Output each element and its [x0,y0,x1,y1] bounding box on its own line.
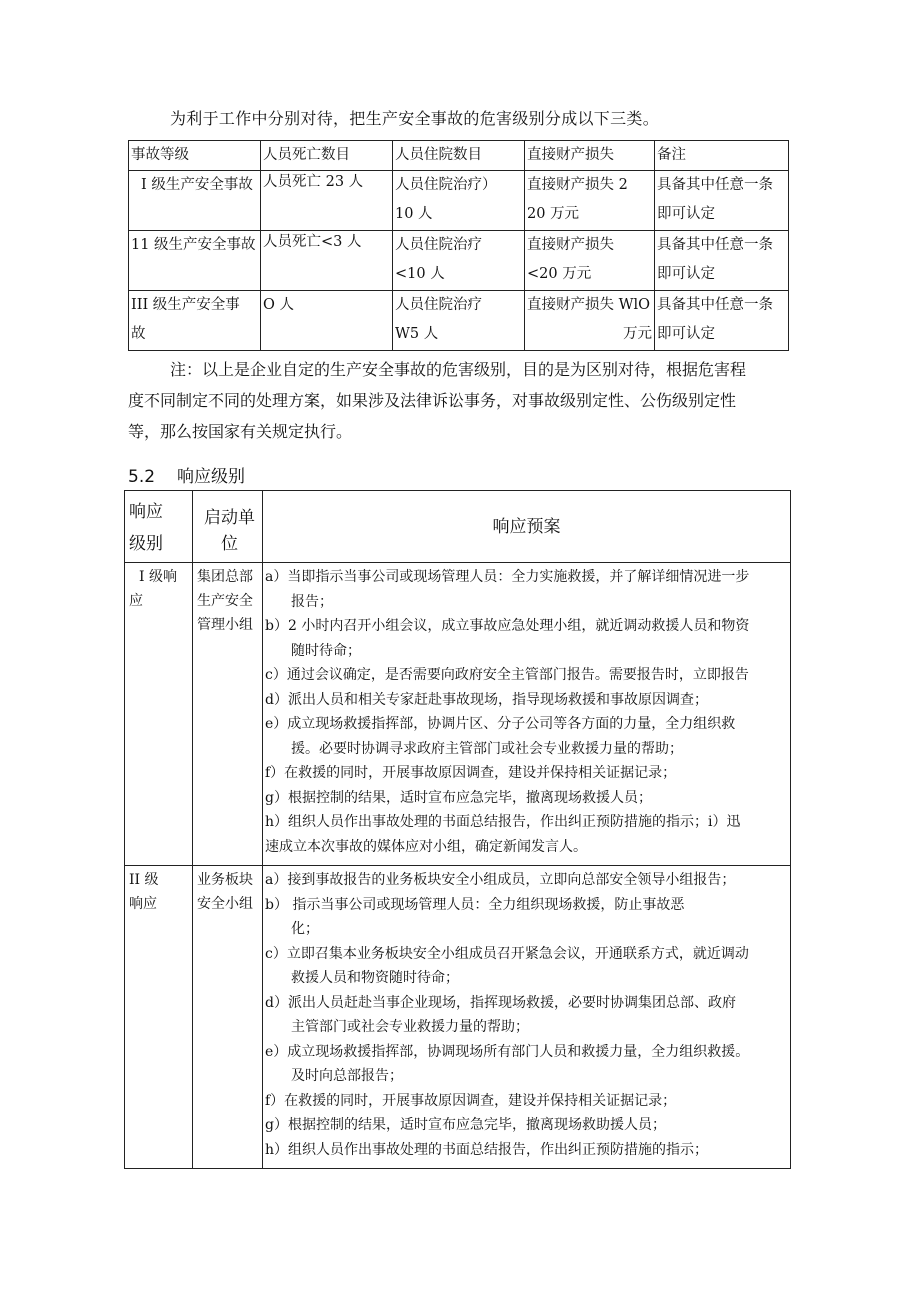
level-cell: I 级生产安全事故 [129,171,261,231]
section-title: 响应级别 [177,467,246,487]
response-level-cell: I 级响 应 [125,563,193,866]
header-loss: 直接财产损失 [525,141,655,171]
header-response-plan: 响应预案 [263,491,791,563]
note-paragraph [128,354,788,447]
header-note: 备注 [655,141,789,171]
loss-cell: 直接财产损失 <20 万元 [525,231,655,291]
hospitalized-cell: 人员住院治疗 W5 人 [393,291,525,351]
header-deaths: 人员死亡数目 [261,141,393,171]
header-hospitalized: 人员住院数目 [393,141,525,171]
note-cell: 具备其中任意一条 即可认定 [655,171,789,231]
section-number: 5.2 [128,467,156,487]
table-row [129,231,789,291]
hospitalized-cell: 人员住院治疗） 10 人 [393,171,525,231]
deaths-cell: 人员死亡<3 人 [261,231,393,291]
deaths-cell: 人员死亡 23 人 [261,171,393,231]
section-heading [128,462,245,487]
table-header-row [129,141,789,171]
note-line: 度不同制定不同的处理方案，如果涉及法律诉讼事务，对事故级别定性、公伤级别定性 [128,391,737,410]
note-cell: 具备其中任意一条 即可认定 [655,231,789,291]
response-level-cell: II 级 响应 [125,866,193,1169]
loss-cell: 直接财产损失 2 20 万元 [525,171,655,231]
response-plan-cell: a）当即指示当事公司或现场管理人员：全力实施救援，并了解详细情况进一步 报告； b）2 小时内召开小组会议，成立事故应急处理小组，就近调动救援人员和物资 随时待命； c）通过会议确定，是否需要向政府安全主管部门报告。需要报告时，立即报告 d）派出人员和相关专家赶赴事故现场，指导现场救援和事故原因调查； e）成立现场救援指挥部，协调片区、分子公司等各方面的力量，全力组织救 援。必要时协调寻求政府主管部门或社会专业救援力量的帮助； f）在救援的同时，开展事故原因调查，建设并保持相关证据记录； g）根据控制的结果，适时宣布应急完毕，撤离现场救援人员； h）组织人员作出事故处理的书面总结报告，作出纠正预防措施的指示；i）迅 速成立本次事故的媒体应对小组，确定新闻发言人。 [263,563,791,866]
note-line: 等，那么按国家有关规定执行。 [128,422,353,441]
header-start-unit: 启动单 位 [193,491,263,563]
accident-level-table [128,140,789,351]
table-row [125,563,791,866]
table-row [125,866,791,1169]
header-response-level: 响应 级别 [125,491,193,563]
table-row [129,171,789,231]
note-cell: 具备其中任意一条 即可认定 [655,291,789,351]
loss-cell: 直接财产损失 WlO 万元 [525,291,655,351]
response-plan-cell: a）接到事故报告的业务板块安全小组成员，立即向总部安全领导小组报告； b） 指示当事公司或现场管理人员：全力组织现场救援，防止事故恶 化； c）立即召集本业务板块安全小组成员召开紧急会议，开通联系方式，就近调动 救援人员和物资随时待命； d）派出人员赶赴当事企业现场，指挥现场救援，必要时协调集团总部、政府 主管部门或社会专业救援力量的帮助； e）成立现场救援指挥部，协调现场所有部门人员和救援力量，全力组织救援。 及时向总部报告； f）在救援的同时，开展事故原因调查，建设并保持相关证据记录； g）根据控制的结果，适时宣布应急完毕，撤离现场救助援人员； h）组织人员作出事故处理的书面总结报告，作出纠正预防措施的指示； [263,866,791,1169]
start-unit-cell: 集团总部 生产安全 管理小组 [193,563,263,866]
table-row [129,291,789,351]
start-unit-cell: 业务板块 安全小组 [193,866,263,1169]
deaths-cell: O 人 [261,291,393,351]
hospitalized-cell: 人员住院治疗 <10 人 [393,231,525,291]
header-level: 事故等级 [129,141,261,171]
level-cell: III 级生产安全事 故 [129,291,261,351]
note-line: 注：以上是企业自定的生产安全事故的危害级别，目的是为区别对待，根据危害程 [170,360,747,379]
level-cell: 11 级生产安全事故 [129,231,261,291]
response-level-table [124,490,791,1169]
intro-text: 为利于工作中分别对待，把生产安全事故的危害级别分成以下三类。 [170,109,660,128]
table-header-row [125,491,791,563]
